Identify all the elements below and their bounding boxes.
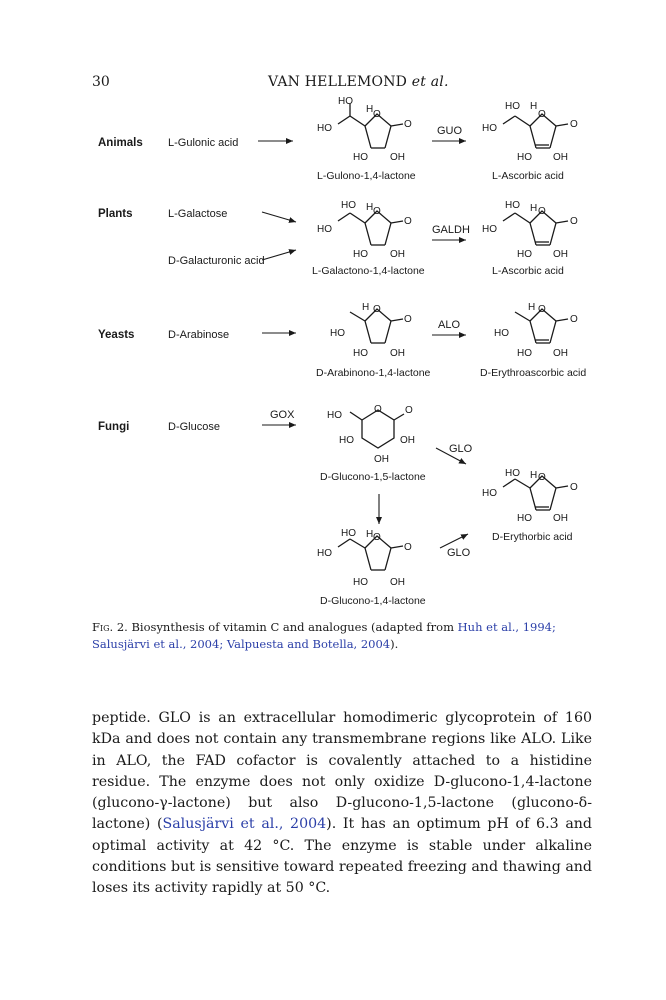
atom-label: OH	[390, 249, 405, 260]
arrow-fungi-glo-2	[440, 534, 468, 548]
lactone-animals: L-Gulono-1,4-lactone	[317, 170, 416, 182]
atom-label: HO	[330, 328, 345, 339]
enzyme-glo-2: GLO	[447, 547, 471, 559]
atom-label: H	[362, 302, 370, 313]
atom-label: H	[528, 302, 536, 313]
atom-label: HO	[505, 101, 520, 112]
atom-label: O	[373, 109, 381, 120]
substrate-d-arabinose: D-Arabinose	[168, 329, 230, 341]
atom-label: OH	[553, 513, 568, 524]
caption-label: Fig. 2.	[92, 620, 128, 634]
atom-label: HO	[338, 96, 353, 107]
figure-caption	[92, 619, 592, 653]
structure-l-ascorbic-acid-1	[503, 114, 568, 148]
structure-d-erythorbic-acid	[503, 476, 568, 510]
paragraph-text: ). It has an optimum pH of 6.3 and optimal activity at 42 °C. The enzyme is stable under alkaline conditions but is sensitive toward repeated freezing and thawing and loses its activity rapidly at 50 °C.	[92, 816, 592, 897]
organism-fungi: Fungi	[98, 421, 130, 433]
citation-link[interactable]: Huh et al., 1994;	[457, 620, 556, 634]
atom-label: H	[366, 104, 374, 115]
structure-l-ascorbic-acid-2	[503, 211, 568, 245]
atom-label: OH	[553, 348, 568, 359]
atom-label: O	[538, 304, 546, 315]
atom-label: HO	[517, 249, 532, 260]
citation-link[interactable]: Salusjärvi et al., 2004	[162, 816, 327, 833]
atom-label: OH	[390, 152, 405, 163]
structure-d-glucono-1-5-lactone	[350, 410, 404, 448]
atom-label: HO	[353, 249, 368, 260]
enzyme-alo: ALO	[438, 319, 461, 331]
atom-label: HO	[353, 348, 368, 359]
atom-label: HO	[317, 548, 332, 559]
citation-link[interactable]: Valpuesta and Botella, 2004	[226, 637, 391, 651]
atom-label: O	[373, 532, 381, 543]
lactone-plants: L-Galactono-1,4-lactone	[312, 265, 425, 277]
product-fungi: D-Erythorbic acid	[492, 531, 573, 543]
substrate-l-gulonic-acid: L-Gulonic acid	[168, 137, 239, 149]
atom-label: O	[570, 314, 578, 325]
organism-plants: Plants	[98, 208, 133, 220]
atom-label: O	[374, 404, 382, 415]
lactone-yeasts: D-Arabinono-1,4-lactone	[316, 367, 431, 379]
atom-label: OH	[400, 435, 415, 446]
atom-label: H	[366, 202, 374, 213]
atom-label: OH	[390, 577, 405, 588]
structure-d-glucono-1-4-lactone	[338, 536, 403, 570]
atom-label: O	[538, 206, 546, 217]
atom-label: OH	[553, 152, 568, 163]
atom-label: OH	[553, 249, 568, 260]
enzyme-glo-1: GLO	[449, 443, 473, 455]
enzyme-gox: GOX	[270, 409, 295, 421]
substrate-d-glucose: D-Glucose	[168, 421, 220, 433]
atom-label: O	[373, 304, 381, 315]
substrate-d-galacturonic-acid: D-Galacturonic acid	[168, 255, 265, 267]
structure-l-galactono-lactone	[338, 211, 403, 245]
atom-label: O	[404, 542, 412, 553]
atom-label: HO	[353, 577, 368, 588]
atom-label: HO	[505, 200, 520, 211]
lactone-fungi-15: D-Glucono-1,5-lactone	[320, 471, 426, 483]
product-yeasts: D-Erythroascorbic acid	[480, 367, 587, 379]
atom-label: O	[538, 472, 546, 483]
product-plants: L-Ascorbic acid	[492, 265, 564, 277]
substrate-l-galactose: L-Galactose	[168, 208, 228, 220]
atom-label: HO	[327, 410, 342, 421]
product-animals: L-Ascorbic acid	[492, 170, 564, 182]
atom-label: HO	[317, 224, 332, 235]
atom-label: HO	[482, 488, 497, 499]
atom-label: OH	[390, 348, 405, 359]
caption-text: Biosynthesis of vitamin C and analogues (adapted from	[131, 620, 454, 634]
enzyme-galdh: GALDH	[432, 224, 470, 236]
atom-label: O	[570, 216, 578, 227]
atom-label: H	[366, 529, 374, 540]
atom-label: H	[530, 470, 538, 481]
atom-label: O	[570, 119, 578, 130]
organism-yeasts: Yeasts	[98, 329, 135, 341]
atom-label: HO	[341, 528, 356, 539]
arrow-plants-galactose	[262, 212, 296, 222]
atom-label: O	[538, 109, 546, 120]
atom-label: HO	[317, 123, 332, 134]
atom-label: O	[570, 482, 578, 493]
atom-label: HO	[482, 123, 497, 134]
organism-animals: Animals	[98, 137, 143, 149]
atom-label: HO	[353, 152, 368, 163]
enzyme-guo: GUO	[437, 125, 463, 137]
atom-label: O	[404, 314, 412, 325]
atom-label: H	[530, 203, 538, 214]
lactone-fungi-14: D-Glucono-1,4-lactone	[320, 595, 426, 607]
atom-label: HO	[494, 328, 509, 339]
atom-label: HO	[517, 152, 532, 163]
atom-label: HO	[341, 200, 356, 211]
atom-label: O	[405, 405, 413, 416]
arrow-plants-galacturonic	[262, 250, 296, 260]
atom-label: HO	[517, 513, 532, 524]
atom-label: HO	[517, 348, 532, 359]
vitamin-c-biosynthesis-scheme	[0, 90, 666, 610]
page-number: 30	[92, 74, 110, 90]
caption-end: ).	[390, 637, 399, 651]
atom-label: OH	[374, 454, 389, 465]
atom-label: O	[373, 206, 381, 217]
reaction-arrows	[258, 141, 468, 548]
atom-label: HO	[505, 468, 520, 479]
atom-label: O	[404, 216, 412, 227]
atom-label: O	[404, 119, 412, 130]
running-title: VAN HELLEMOND et al.	[268, 74, 449, 90]
citation-link[interactable]: Salusjärvi et al., 2004;	[92, 637, 224, 651]
atom-label: H	[530, 101, 538, 112]
atom-label: HO	[339, 435, 354, 446]
atom-label: HO	[482, 224, 497, 235]
paragraph-text: peptide. GLO is an extracellular homodimeric glycoprotein of 160 kDa and does not contain any transmembrane regions like ALO. Like in ALO, the FAD cofactor is covalently attached to a histidine residue. The enzyme does not only oxidize D-glucono-1,4-lactone (glucono-γ-lactone) but also D-glucono-1,5-lactone (glucono-δ-lactone) (	[92, 710, 592, 833]
body-paragraph	[92, 708, 592, 900]
